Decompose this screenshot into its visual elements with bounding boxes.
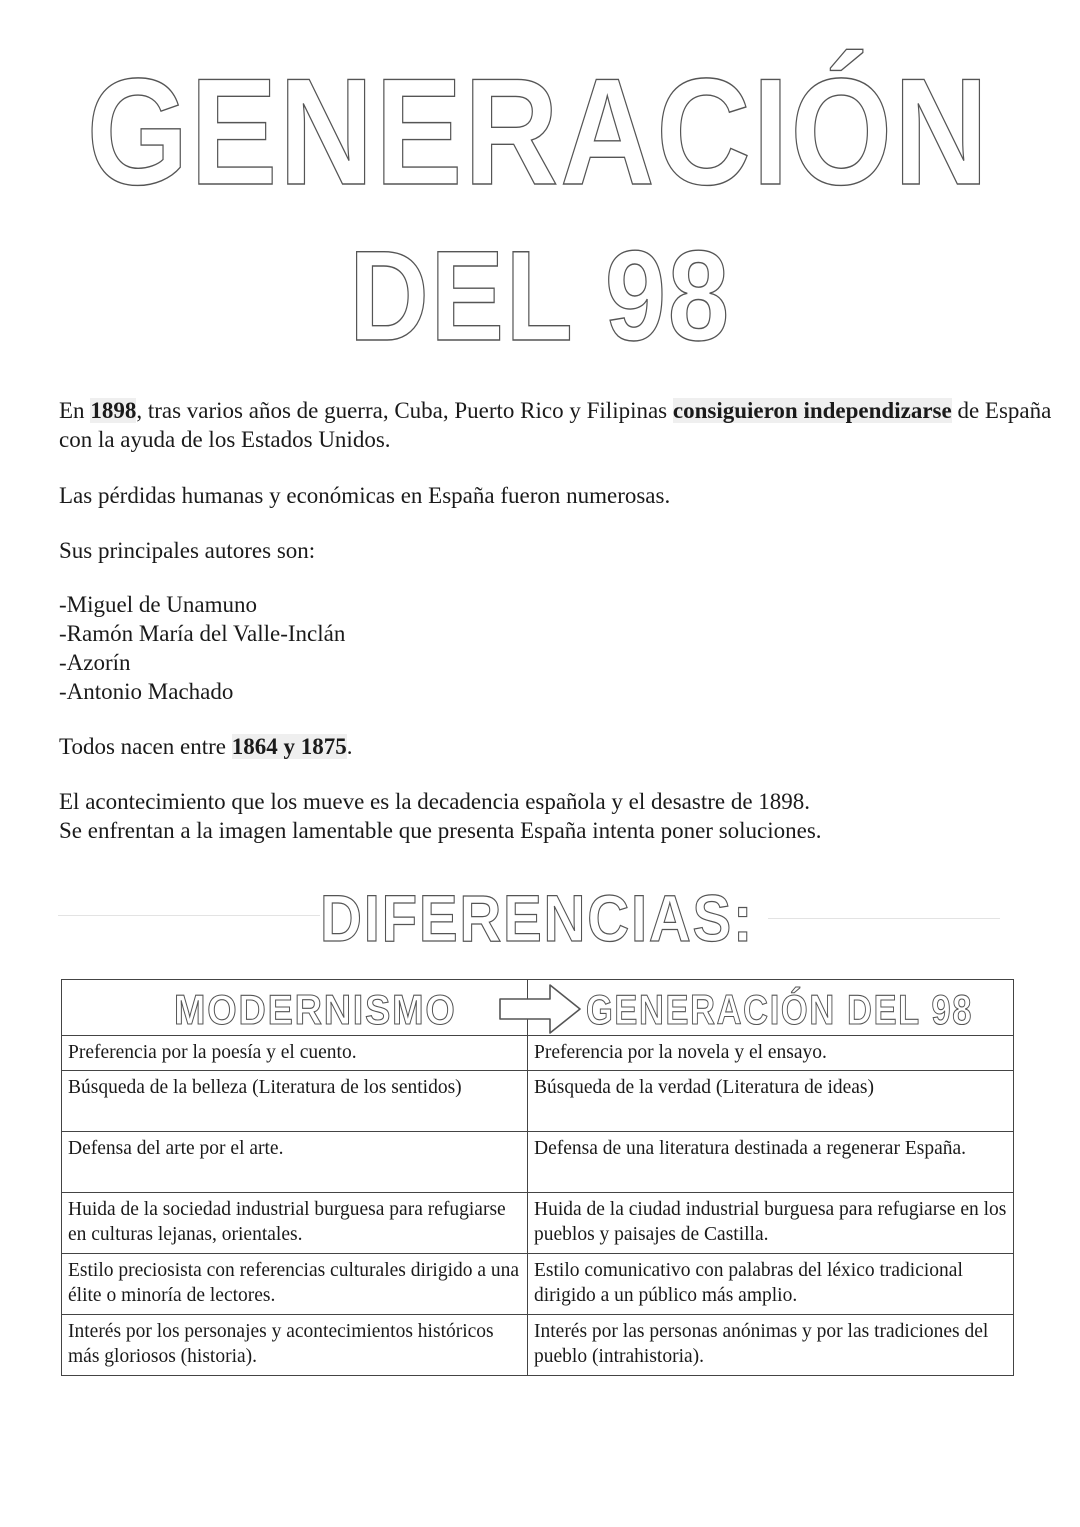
table-row: [62, 1132, 1014, 1193]
table-cell: Búsqueda de la belleza (Literatura de los sentidos): [62, 1071, 528, 1132]
author-item: -Antonio Machado: [59, 679, 234, 704]
highlight-birth-years: 1864 y 1875: [231, 734, 347, 759]
author-item: -Azorín: [59, 650, 131, 675]
table-row: [62, 1315, 1014, 1376]
intro-paragraph-3: Sus principales autores son:: [59, 538, 316, 563]
table-cell: Defensa de una literatura destinada a regenerar España.: [528, 1132, 1014, 1193]
intro-paragraph-1: [59, 396, 1059, 454]
table-cell: Defensa del arte por el arte.: [62, 1132, 528, 1193]
comparison-table: [61, 979, 1014, 1376]
intro-text: , tras varios años de guerra, Cuba, Puerto Rico y Filipinas: [136, 398, 673, 423]
header-cell-modernismo: [62, 980, 528, 1036]
intro-text: Se enfrentan a la imagen lamentable que presenta España intenta poner soluciones.: [59, 818, 822, 843]
table-cell: Preferencia por la poesía y el cuento.: [62, 1036, 528, 1071]
intro-text: El acontecimiento que los mueve es la decadencia española y el desastre de 1898.: [59, 789, 811, 814]
table-cell: Huida de la ciudad industrial burguesa para refugiarse en los pueblos y paisajes de Castilla.: [528, 1193, 1014, 1254]
table-cell: Búsqueda de la verdad (Literatura de ideas): [528, 1071, 1014, 1132]
intro-text: .: [346, 734, 353, 759]
table-cell: Estilo comunicativo con palabras del léxico tradicional dirigido a un público más amplio.: [528, 1254, 1014, 1315]
intro-paragraph-5: [59, 787, 1059, 845]
author-item: -Miguel de Unamuno: [59, 592, 258, 617]
table-cell: Interés por las personas anónimas y por las tradiciones del pueblo (intrahistoria).: [528, 1315, 1014, 1376]
intro-text: En: [59, 398, 91, 423]
intro-paragraph-4: [59, 732, 1059, 761]
right-arrow-icon: [498, 982, 584, 1036]
highlight-year: 1898: [90, 398, 137, 423]
intro-text: Todos nacen entre: [59, 734, 232, 759]
intro-paragraph-2: Las pérdidas humanas y económicas en España fueron numerosas.: [59, 483, 671, 508]
table-cell: Interés por los personajes y acontecimientos históricos más gloriosos (historia).: [62, 1315, 528, 1376]
table-row: [62, 1036, 1014, 1071]
divider-left: [58, 915, 320, 916]
header-modernismo: MODERNISMO: [174, 986, 457, 1033]
page-title-line2: DEL 98: [349, 225, 731, 368]
table-cell: Estilo preciosista con referencias culturales dirigido a una élite o minoría de lectores.: [62, 1254, 528, 1315]
header-cell-generacion: [528, 980, 1014, 1036]
table-row: [62, 1193, 1014, 1254]
page-title-line1: GENERACIÓN: [86, 47, 990, 217]
section-title-differences: DIFERENCIAS:: [320, 881, 755, 955]
divider-right: [768, 918, 1000, 919]
author-list: [59, 590, 1059, 706]
highlight-independence: consiguieron independizarse: [672, 398, 952, 423]
header-generacion-98: GENERACIÓN DEL 98: [586, 986, 974, 1033]
table-cell: Huida de la sociedad industrial burguesa para refugiarse en culturas lejanas, orientales.: [62, 1193, 528, 1254]
table-row: [62, 1254, 1014, 1315]
table-row: [62, 1071, 1014, 1132]
intro-text: de España con la ayuda de los Estados Unidos.: [59, 398, 1052, 452]
table-header-row: [62, 980, 1014, 1036]
author-item: -Ramón María del Valle-Inclán: [59, 621, 346, 646]
table-cell: Preferencia por la novela y el ensayo.: [528, 1036, 1014, 1071]
